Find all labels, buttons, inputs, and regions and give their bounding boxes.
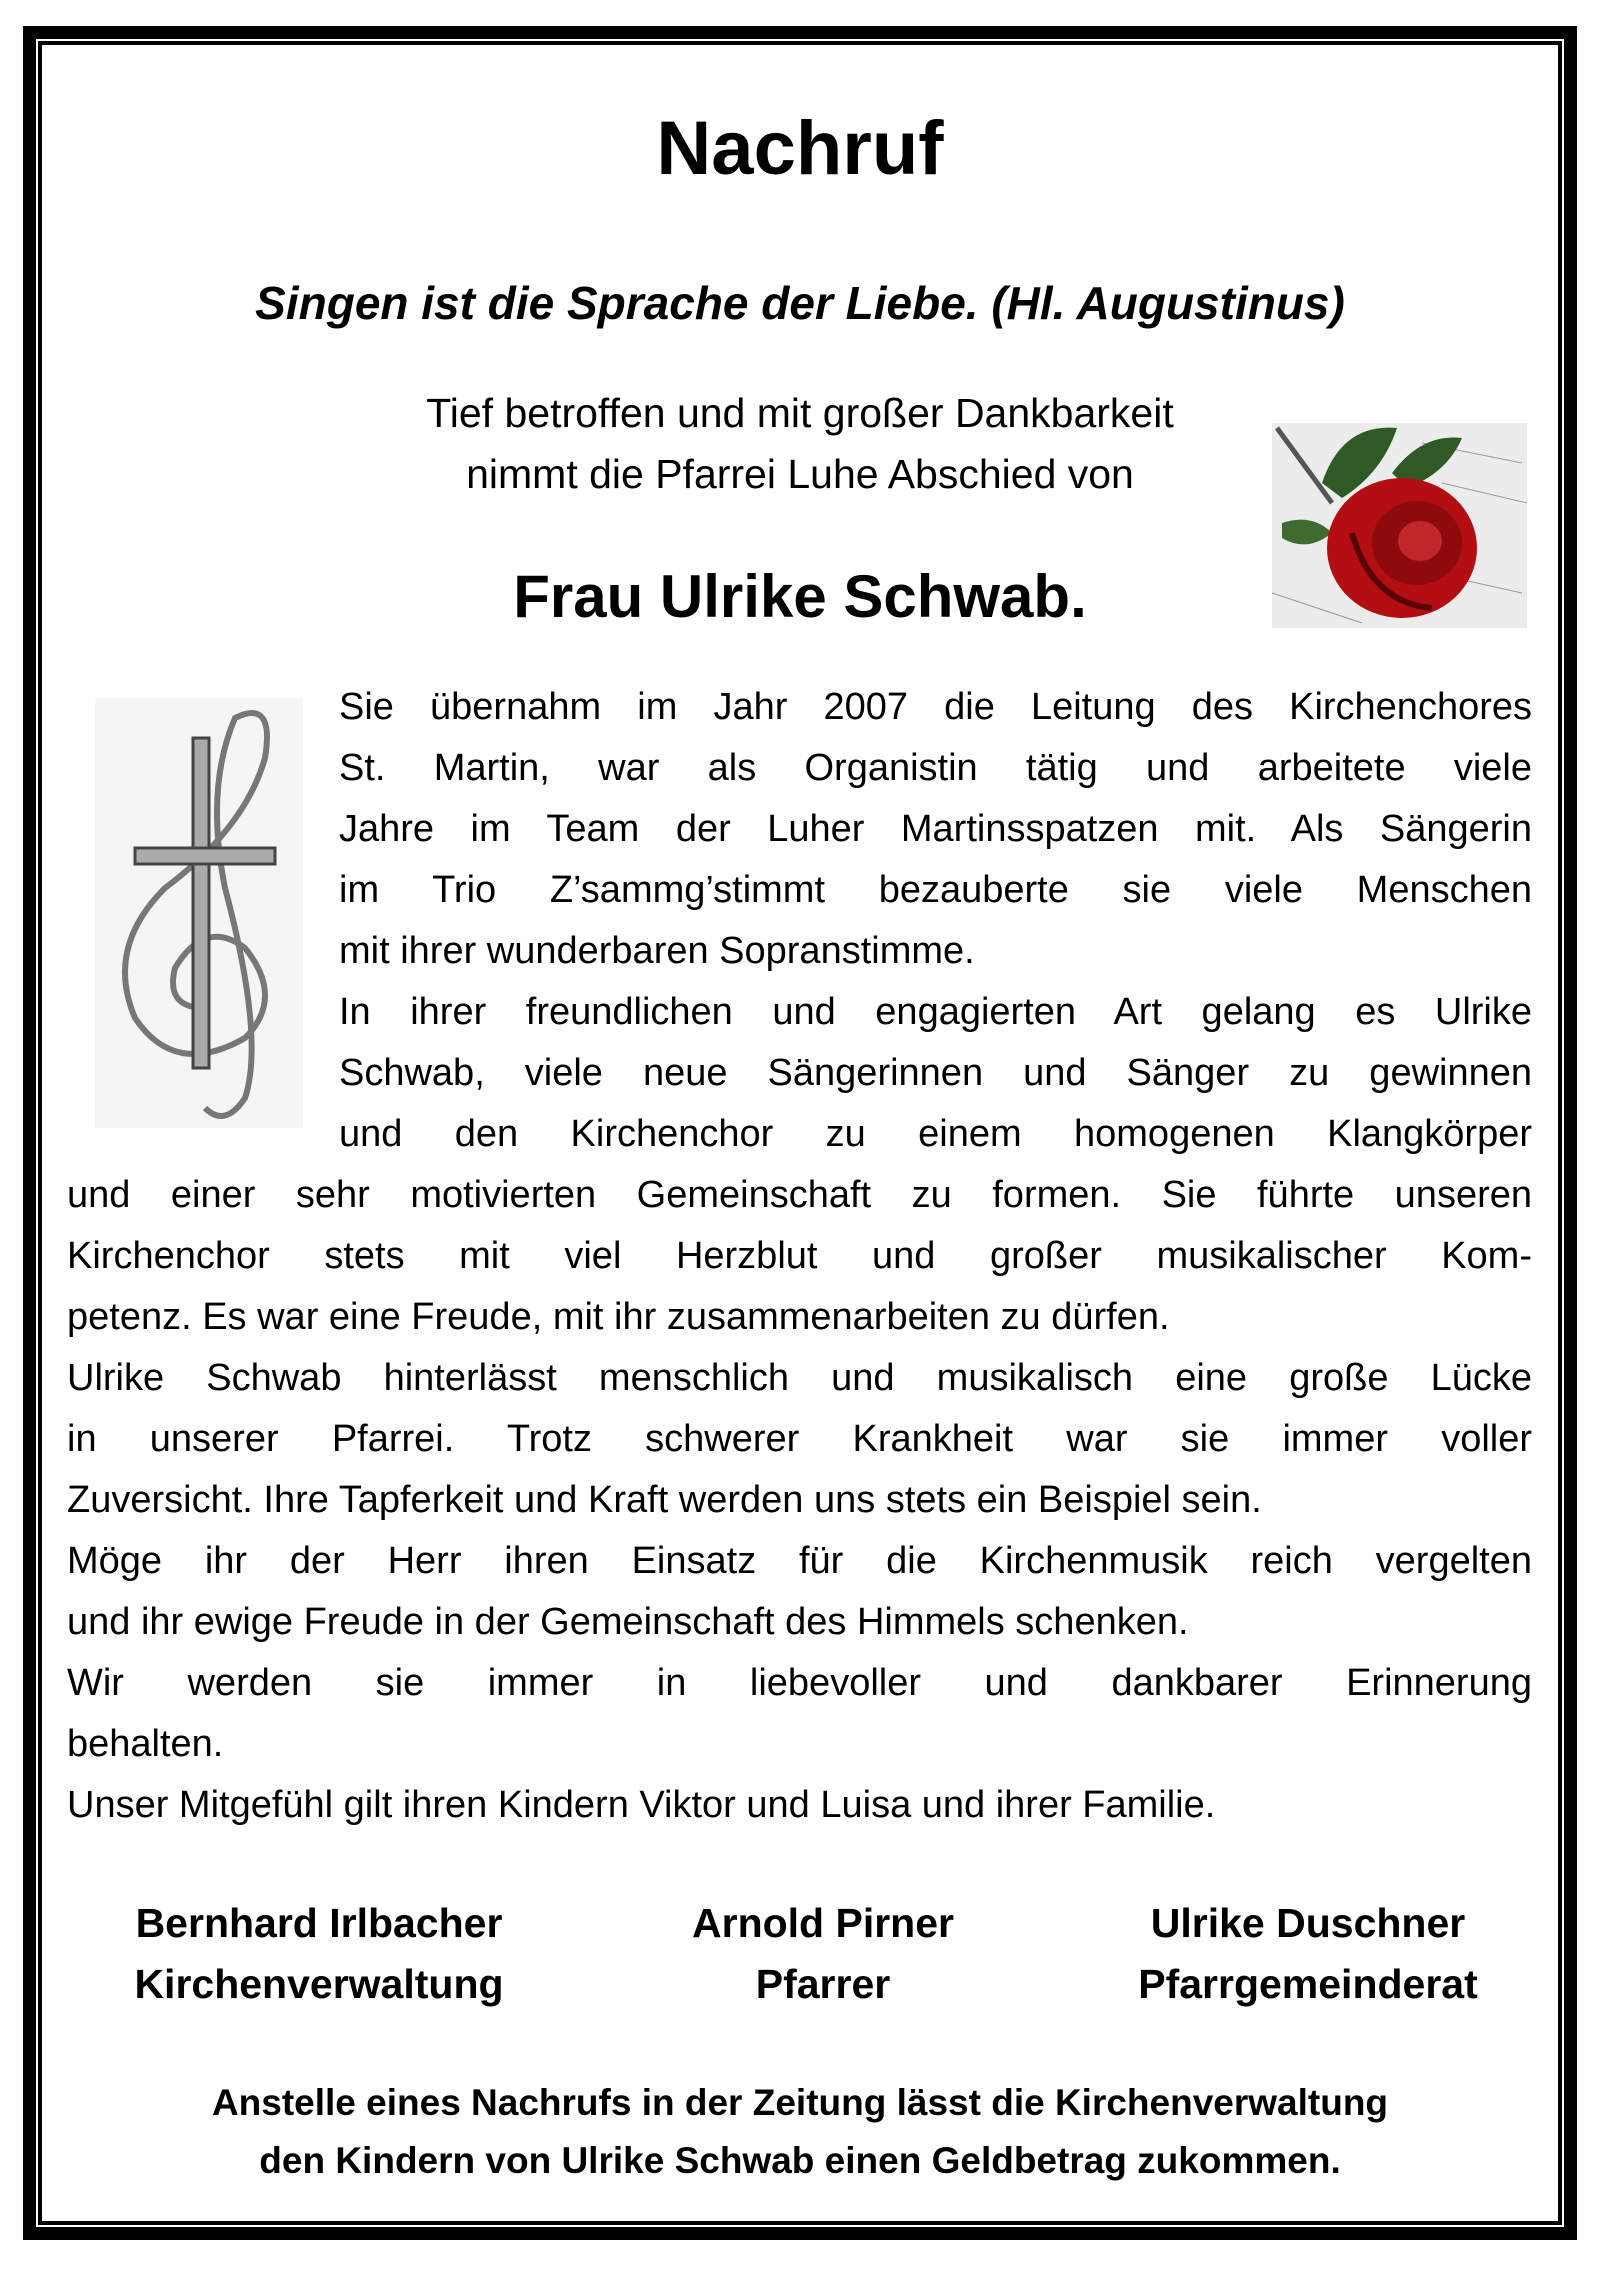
rose-image <box>1272 423 1527 628</box>
body-text-line: petenz. Es war eine Freude, mit ihr zusammenarbeiten zu dürfen. <box>67 1296 1170 1338</box>
signer-name: Ulrike Duschner <box>1150 1900 1466 1946</box>
body-text-line: St. Martin, war als Organistin tätig und arbeitete viele <box>339 747 1532 789</box>
body-text-line: Unser Mitgefühl gilt ihren Kindern Viktor und Luisa und ihrer Familie. <box>67 1784 1216 1826</box>
motto-quote: Singen ist die Sprache der Liebe. (Hl. Augustinus) <box>255 277 1345 329</box>
body-text-line: mit ihrer wunderbaren Sopranstimme. <box>339 930 975 972</box>
signature-pirner <box>563 1893 1083 2015</box>
body-text-line: In ihrer freundlichen und engagierten Art gelang es Ulrike <box>339 991 1532 1033</box>
body-text-line: Wir werden sie immer in liebevoller und dankbarer Erinnerung <box>67 1662 1532 1704</box>
body-text-line: Kirchenchor stets mit viel Herzblut und großer musikalischer Kom- <box>67 1235 1532 1277</box>
body-text-line: und einer sehr motivierten Gemeinschaft zu formen. Sie führte unseren <box>67 1174 1532 1216</box>
signer-name: Bernhard Irlbacher <box>135 1900 503 1946</box>
signer-role: Kirchenverwaltung <box>134 1961 504 2007</box>
intro-line: nimmt die Pfarrei Luhe Abschied von <box>466 451 1134 497</box>
body-text-line: und ihr ewige Freude in der Gemeinschaft des Himmels schenken. <box>67 1601 1189 1643</box>
body-text-line: behalten. <box>67 1723 224 1765</box>
signature-irlbacher <box>59 1893 579 2015</box>
body-text-line: Schwab, viele neue Sängerinnen und Sänger zu gewinnen <box>339 1052 1532 1094</box>
body-text-line: in unserer Pfarrei. Trotz schwerer Krankheit war sie immer voller <box>67 1418 1532 1460</box>
body-text-line: Sie übernahm im Jahr 2007 die Leitung des Kirchenchores <box>339 686 1532 728</box>
footer-note-line: Anstelle eines Nachrufs in der Zeitung lässt die Kirchenverwaltung <box>211 2082 1389 2123</box>
signer-name: Arnold Pirner <box>692 1900 954 1946</box>
signer-role: Pfarrer <box>755 1961 891 2007</box>
body-text-line: Möge ihr der Herr ihren Einsatz für die Kirchenmusik reich vergelten <box>67 1540 1532 1582</box>
body-text-line: im Trio Z’sammg’stimmt bezauberte sie viele Menschen <box>339 869 1532 911</box>
intro-line: Tief betroffen und mit großer Dankbarkeit <box>426 390 1174 436</box>
deceased-name: Frau Ulrike Schwab. <box>513 563 1087 630</box>
treble-clef-cross-image <box>95 698 303 1128</box>
footer-note-line: den Kindern von Ulrike Schwab einen Geldbetrag zukommen. <box>259 2140 1341 2181</box>
body-text-line: Zuversicht. Ihre Tapferkeit und Kraft werden uns stets ein Beispiel sein. <box>67 1479 1262 1521</box>
page-title: Nachruf <box>656 106 944 191</box>
body-text-line: Jahre im Team der Luher Martinsspatzen mit. Als Sängerin <box>339 808 1532 850</box>
body-text-line: Ulrike Schwab hinterlässt menschlich und musikalisch eine große Lücke <box>67 1357 1532 1399</box>
signature-duschner <box>1048 1893 1568 2015</box>
signer-role: Pfarrgemeinderat <box>1138 1961 1478 2007</box>
body-text-line: und den Kirchenchor zu einem homogenen Klangkörper <box>339 1113 1532 1155</box>
